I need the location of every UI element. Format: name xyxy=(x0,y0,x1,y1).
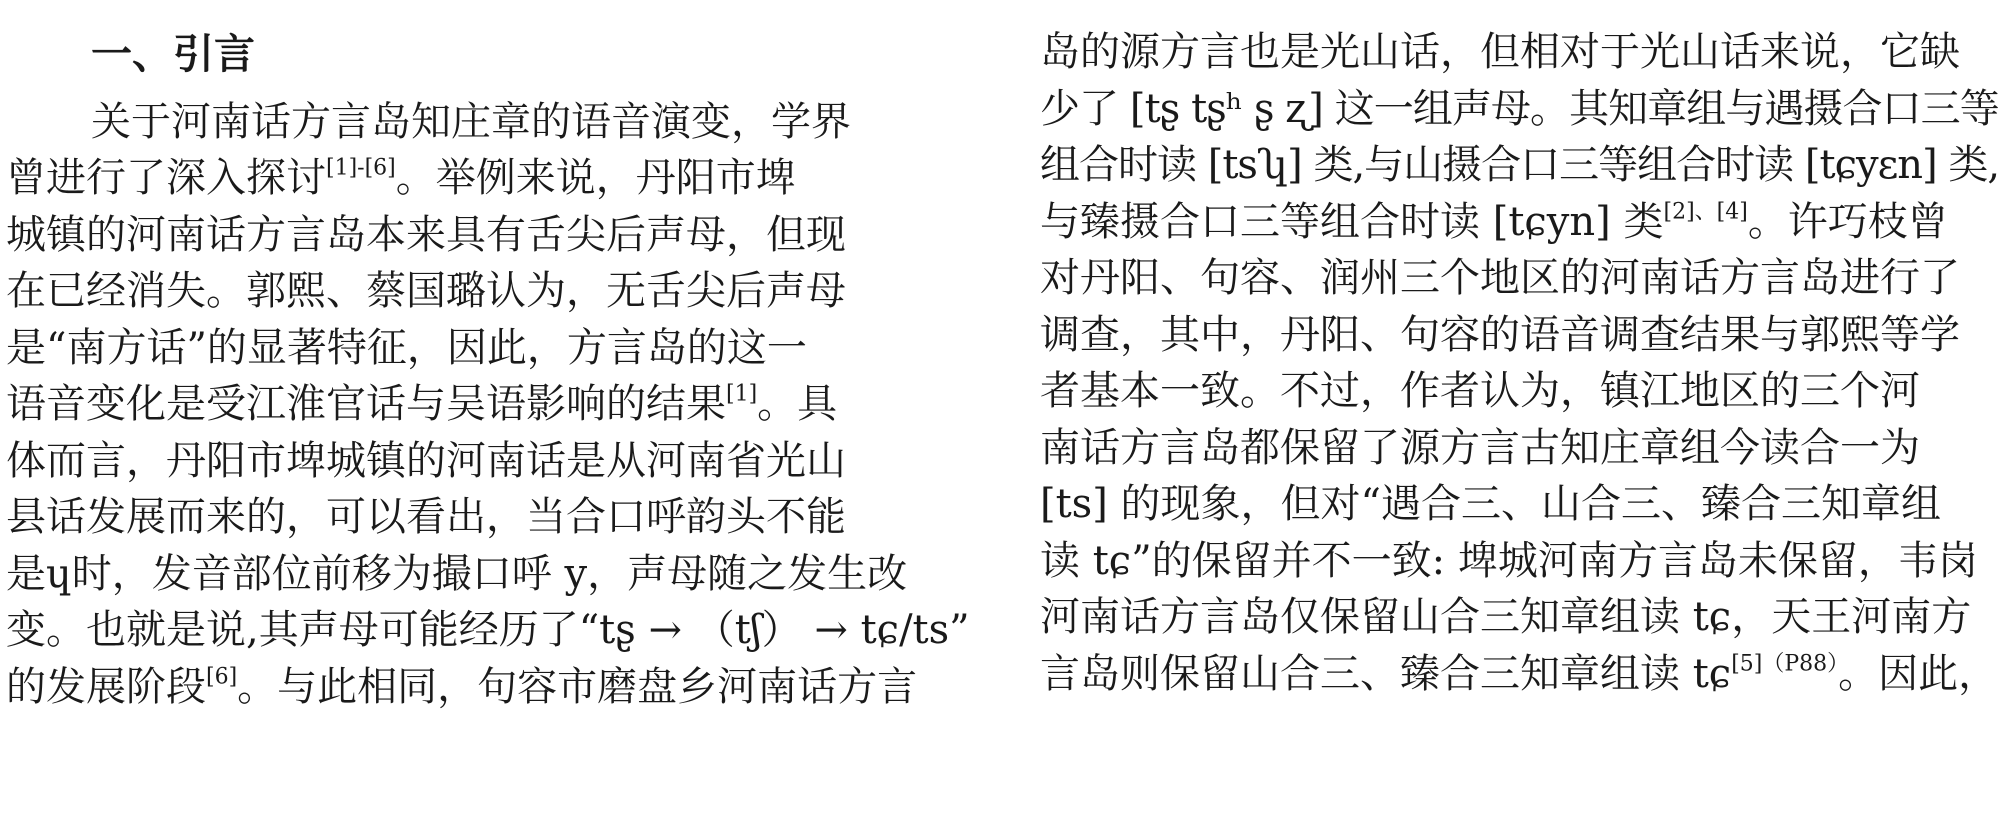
text-line xyxy=(6,433,986,490)
line-text: 者基本一致。不过，作者认为，镇江地区的三个河 xyxy=(1040,368,1920,414)
citation-superscript: [1]-[6] xyxy=(326,155,396,181)
section-heading: 一、引言 xyxy=(91,30,255,78)
line-text: 曾进行了深入探讨 xyxy=(6,155,326,201)
right-column xyxy=(1040,0,2000,702)
line-text-continued: 。举例来说，丹阳市埤 xyxy=(395,155,796,201)
line-text: [ts] 的现象，但对“遇合三、山合三、臻合三知章组 xyxy=(1040,481,1941,527)
right-column-body xyxy=(1040,24,2000,702)
citation-superscript: [5]（P88） xyxy=(1731,651,1839,676)
line-text-continued: 。与此相同，句容市磨盘乡河南话方言 xyxy=(237,663,918,710)
left-column xyxy=(6,0,986,715)
line-text: 调查，其中，丹阳、句容的语音调查结果与郭熙等学 xyxy=(1040,311,1960,358)
text-line xyxy=(1040,307,2000,364)
line-text: 南话方言岛都保留了源方言古知庄章组今读合一为 xyxy=(1040,424,1920,471)
text-line xyxy=(6,94,986,151)
line-text: 城镇的河南话方言岛本来具有舌尖后声母，但现 xyxy=(6,211,846,258)
text-line xyxy=(1040,646,2000,703)
line-text: 在已经消失。郭熙、蔡国璐认为，无舌尖后声母 xyxy=(6,268,846,314)
text-line xyxy=(6,602,986,659)
line-text: 读 tɕ”的保留并不一致: 埤城河南方言岛未保留，韦岗 xyxy=(1040,537,1978,584)
text-line xyxy=(6,263,986,320)
line-text: 岛的源方言也是光山话，但相对于光山话来说，它缺 xyxy=(1040,29,1960,75)
citation-superscript: [1] xyxy=(726,381,758,407)
text-line xyxy=(6,546,986,603)
text-line xyxy=(1040,250,2000,307)
text-line xyxy=(1040,24,2000,81)
text-line xyxy=(6,489,986,546)
text-line xyxy=(6,207,986,264)
text-line xyxy=(1040,194,2000,251)
line-text: 是“南方话”的显著特征，因此，方言岛的这一 xyxy=(6,324,807,371)
text-line xyxy=(1040,476,2000,533)
line-text: 与臻摄合口三等组合时读 [tɕyn] 类 xyxy=(1040,198,1664,245)
line-text: 言岛则保留山合三、臻合三知章组读 tɕ xyxy=(1040,650,1732,697)
line-text: 体而言，丹阳市埤城镇的河南话是从河南省光山 xyxy=(6,437,846,484)
text-line xyxy=(6,376,986,433)
line-text: 变。也就是说,其声母可能经历了“tʂ → （tʃ） → tɕ/ts” xyxy=(6,607,970,653)
line-text: 的发展阶段 xyxy=(6,663,206,710)
citation-superscript: [2]、[4] xyxy=(1663,199,1748,224)
text-line xyxy=(1040,81,2000,138)
line-text-continued: 。具 xyxy=(757,381,838,427)
text-line xyxy=(6,320,986,377)
line-text: 组合时读 [tsʮ] 类,与山摄合口三等组合时读 [tɕyɛn] 类, xyxy=(1040,142,2000,188)
text-line xyxy=(6,659,986,716)
line-text: 语音变化是受江淮官话与吴语影响的结果 xyxy=(6,381,726,427)
text-line xyxy=(1040,137,2000,194)
line-text: 少了 [tʂ tʂʰ ʂ ʐ] 这一组声母。其知章组与遇摄合口三等 xyxy=(1040,85,1999,132)
text-line xyxy=(1040,363,2000,420)
text-line xyxy=(1040,533,2000,590)
line-text-continued: 。因此， xyxy=(1838,650,1999,697)
text-line xyxy=(1040,589,2000,646)
text-line xyxy=(6,150,986,207)
line-text: 关于河南话方言岛知庄章的语音演变，学界 xyxy=(91,98,851,145)
text-line xyxy=(1040,420,2000,477)
left-column-body xyxy=(6,94,986,716)
line-text: 对丹阳、句容、润州三个地区的河南话方言岛进行了 xyxy=(1040,255,1960,301)
citation-superscript: [6] xyxy=(206,664,238,689)
line-text: 是ɥ时，发音部位前移为撮口呼 y，声母随之发生改 xyxy=(6,550,908,597)
line-text-continued: 。许巧枝曾 xyxy=(1747,198,1948,245)
line-text: 县话发展而来的，可以看出，当合口呼韵头不能 xyxy=(6,494,846,540)
line-text: 河南话方言岛仅保留山合三知章组读 tɕ，天王河南方 xyxy=(1040,594,1972,640)
